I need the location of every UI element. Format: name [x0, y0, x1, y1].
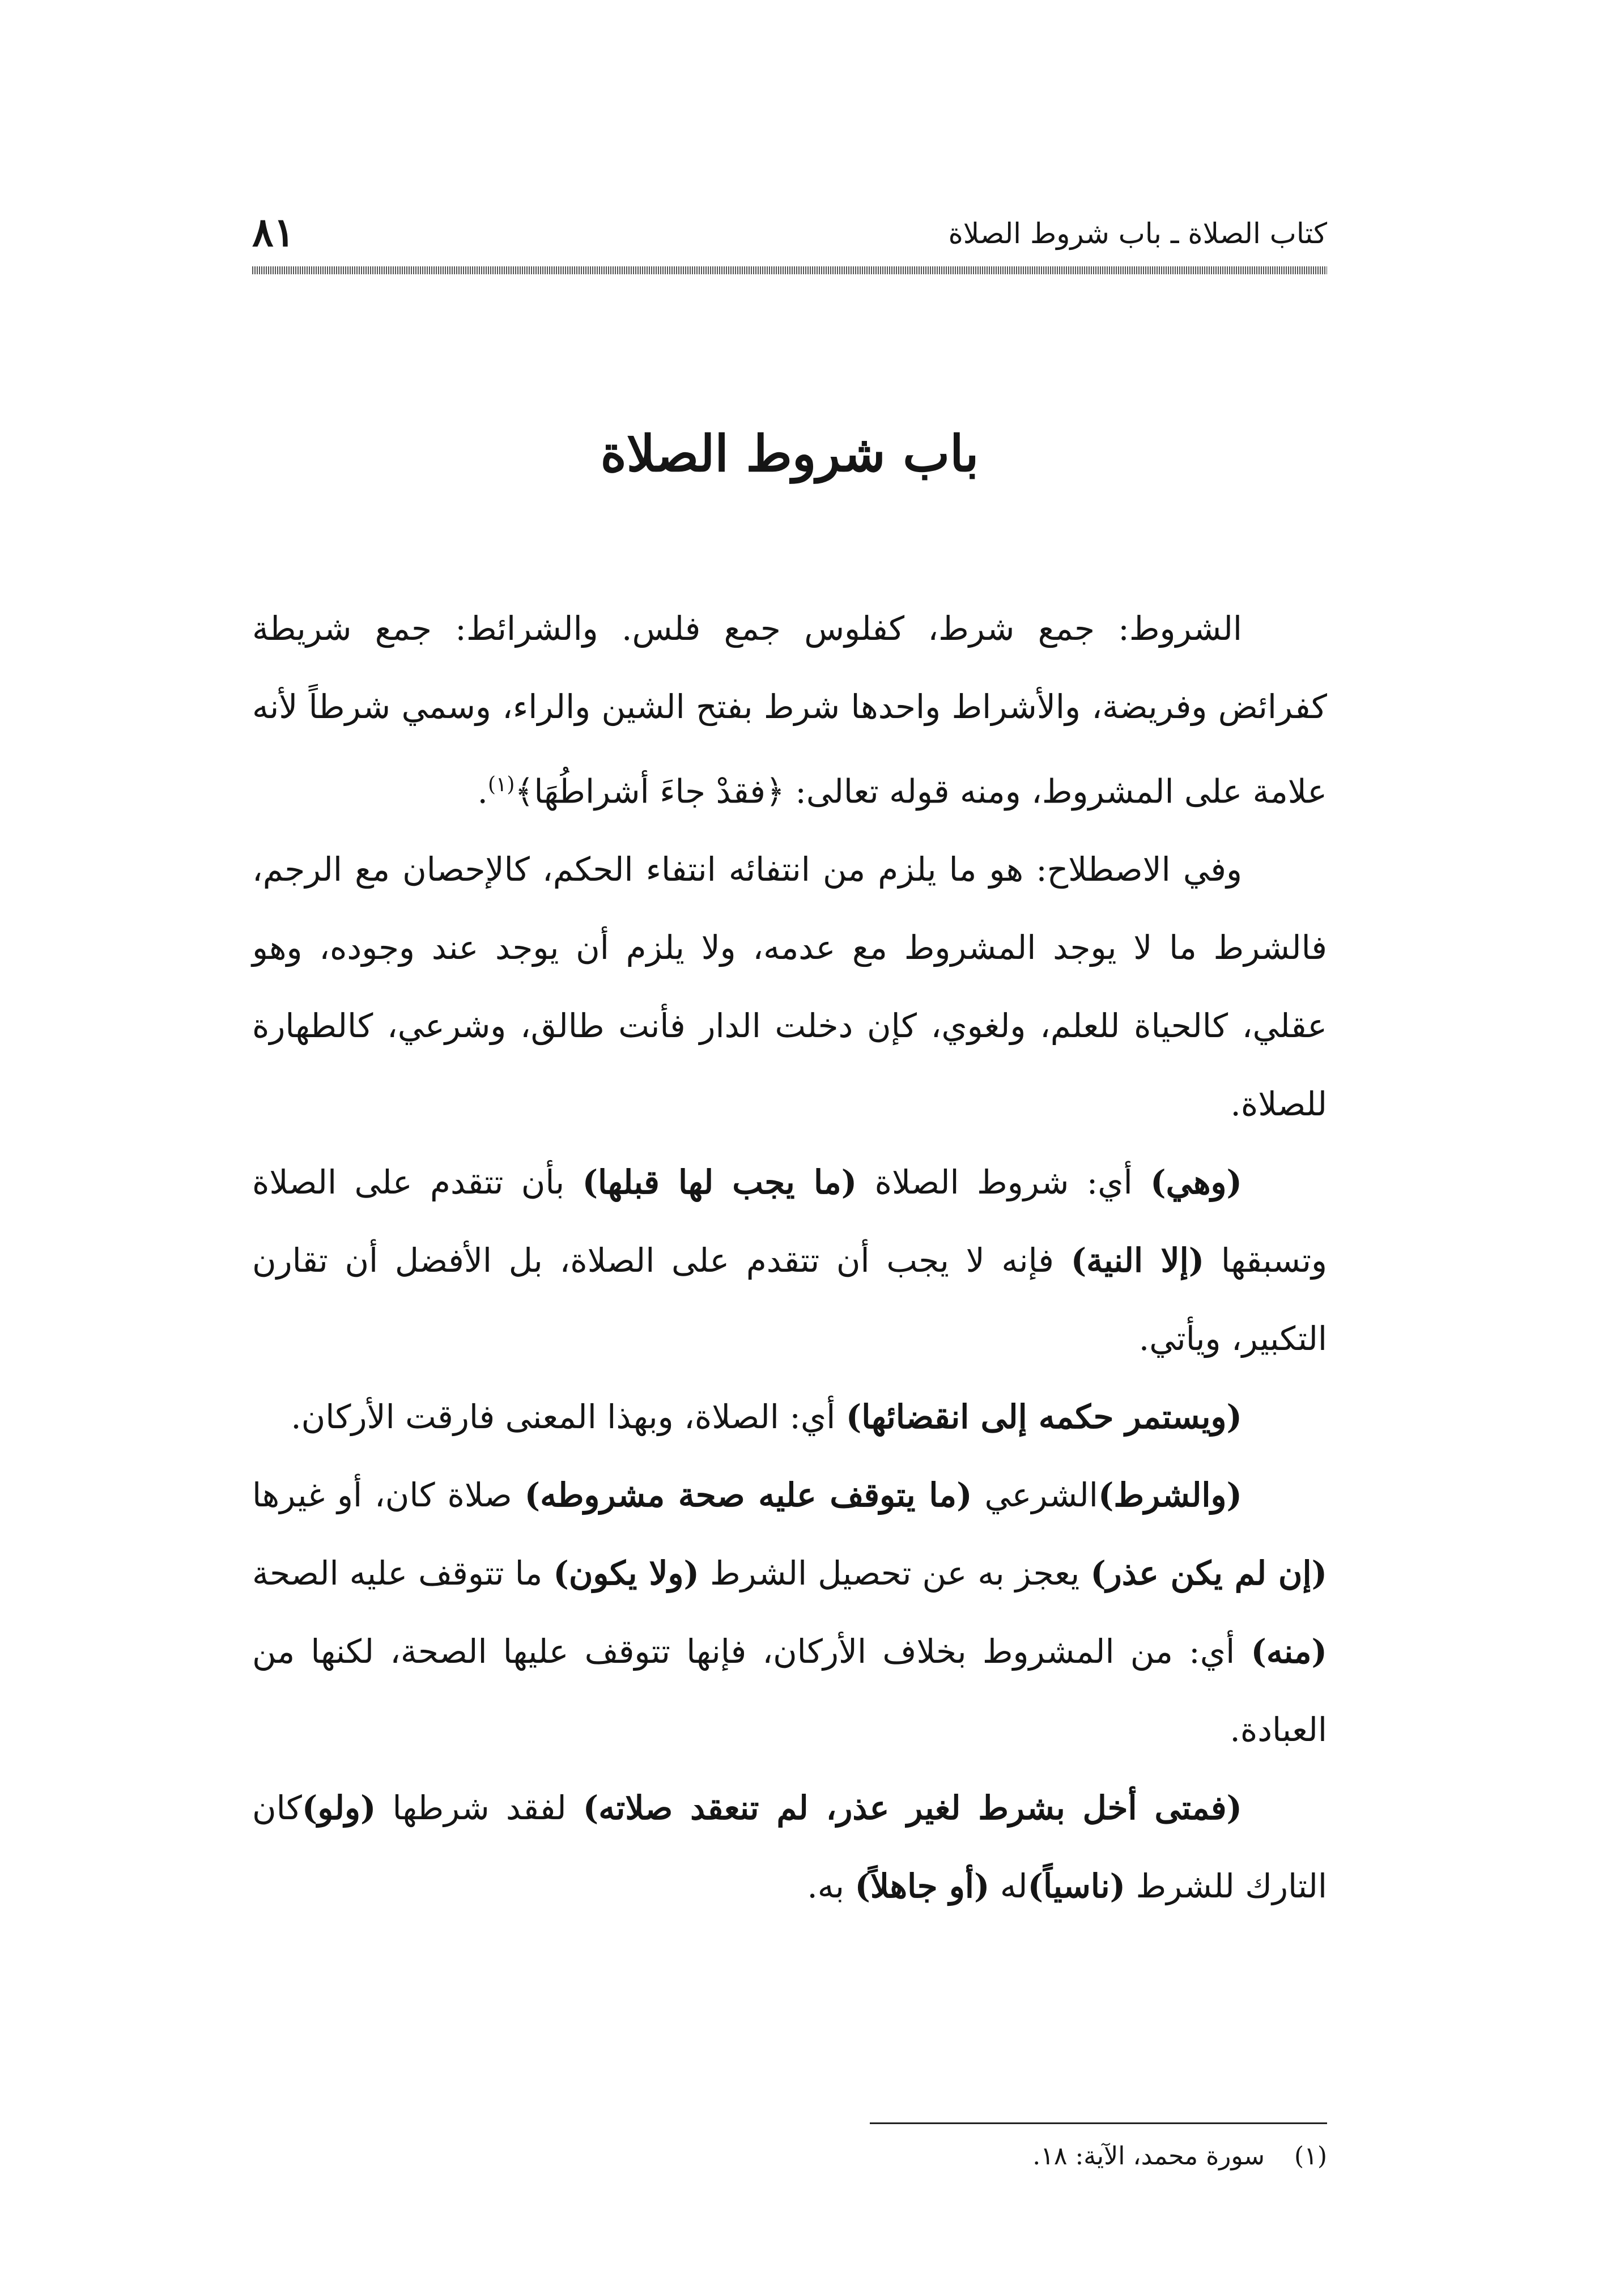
paragraph — [252, 1456, 1327, 1769]
bold-phrase: (ما يجب لها قبلها) — [582, 1163, 857, 1202]
bold-phrase: (فمتى أخل بشرط لغير عذر، لم تنعقد صلاته) — [583, 1789, 1242, 1828]
paragraph — [252, 1378, 1327, 1456]
paragraph — [252, 1769, 1327, 1925]
footnote-rule — [870, 2122, 1327, 2124]
text-run: أي: شروط الصلاة — [857, 1163, 1151, 1202]
text-run: به. — [807, 1867, 855, 1906]
bold-phrase: (إلا النية) — [1070, 1241, 1205, 1280]
bold-phrase: (والشرط) — [1098, 1476, 1242, 1515]
text-run: بأن تتقدم على الصلاة وتسبقها — [252, 1163, 1328, 1280]
running-head — [252, 210, 1327, 261]
header-rule — [252, 266, 1327, 274]
text-run: فإنه لا يجب أن تتقدم على الصلاة، بل الأفضل أن تقارن التكبير، ويأتي. — [252, 1241, 1327, 1358]
text-run: يعجز به عن تحصيل الشرط — [699, 1554, 1091, 1593]
bold-phrase: (ناسياً) — [1027, 1867, 1126, 1906]
chapter-title: باب شروط الصلاة — [600, 424, 979, 483]
footnote-number: (١) — [1294, 2142, 1327, 2171]
text-run: الشروط: جمع شرط، كفلوس جمع فلس. والشرائط: جمع شريطة كفرائض وفريضة، والأشراط واحدها شرط بفتح الشين والراء، وسمي شرطاً لأنه علامة على المشروط، ومنه قوله تعالى: ﴿فقدْ جاءَ أشراطُهَا﴾ — [252, 609, 1327, 811]
bold-phrase: (ويستمر حكمه إلى انقضائها) — [845, 1398, 1242, 1437]
text-run: له — [989, 1867, 1028, 1906]
text-run: . — [477, 772, 488, 811]
text-run: وفي الاصطلاح: هو ما يلزم من انتفائه انتفاء الحكم، كالإحصان مع الرجم، فالشرط ما لا يوجد المشروط مع عدمه، ولا يلزم أن يوجد عند وجوده، وهو عقلي، كالحياة للعلم، ولغوي، كإن دخلت الدار فأنت طالق، وشرعي، كالطهارة للصلاة. — [252, 850, 1327, 1124]
text-run: أي: الصلاة، وبهذا المعنى فارقت الأركان. — [291, 1398, 846, 1437]
paragraph — [252, 589, 1327, 830]
bold-phrase: (ما يتوقف عليه صحة مشروطه) — [524, 1476, 972, 1515]
footnote-ref: (١) — [487, 773, 515, 796]
bold-phrase: (ولا يكون) — [553, 1554, 699, 1593]
paragraph — [252, 830, 1327, 1143]
bold-phrase: (إن لم يكن عذر) — [1090, 1554, 1328, 1593]
body-text — [252, 589, 1327, 1925]
text-run: صلاة كان، أو غيرها — [252, 1476, 525, 1515]
text-run: ما تتوقف عليه الصحة — [252, 1554, 554, 1593]
text-run: كان التارك للشرط — [252, 1789, 1327, 1906]
bold-phrase: (منه) — [1251, 1632, 1327, 1671]
footnote-text: سورة محمد، الآية: ١٨. — [1032, 2142, 1265, 2171]
bold-phrase: (أو جاهلاً) — [854, 1867, 990, 1906]
running-title: كتاب الصلاة ـ باب شروط الصلاة — [948, 217, 1327, 250]
bold-phrase: (ولو) — [301, 1789, 376, 1828]
paragraph — [252, 1143, 1327, 1378]
text-run: الشرعي — [972, 1476, 1098, 1515]
page-number: ٨١ — [252, 209, 295, 256]
text-run: لفقد شرطها — [376, 1789, 583, 1828]
footnote — [252, 2137, 1327, 2176]
text-run: أي: من المشروط بخلاف الأركان، فإنها تتوقف عليها الصحة، لكنها من العبادة. — [252, 1632, 1327, 1750]
bold-phrase: (وهي) — [1150, 1163, 1242, 1202]
